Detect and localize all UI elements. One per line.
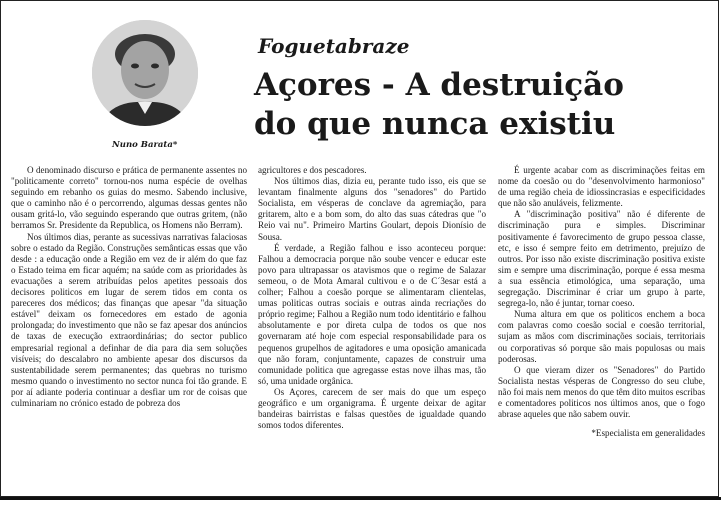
paragraph: O denominado discurso e prática de permanente assentes no "politicamente correto" tornou-nos numa espécie de ovelhas seguindo em rebanho os guias do mesmo. Sabendo inclusive, que o caminho não é o percorrendo, algumas dessas gentes não ousam gritá-lo, vão seguindo esperando que outras gritem, (não berramos Sr. Presidente da Republica, os Homens não Berram).: [11, 165, 247, 231]
article-column-1: [11, 165, 247, 409]
paragraph: É urgente acabar com as discriminações feitas em nome da coesão ou do "desenvolvimento harmonioso" de uma região cheia de idiossincrasias e especificidades que não são anuláveis, felizmente.: [498, 165, 705, 209]
article-column-2: [258, 165, 486, 431]
paragraph: Nos últimos dias, dizia eu, perante tudo isso, eis que se levantam finalmente alguns dos "senadores" do Partido Socialista, em vésperas de conclave da agremiação, para gritarem, alto e a bom som, do alto das suas cátedras que "o Reio vai nu". Primeiro Martins Goulart, depois Dionísio de Sousa.: [258, 176, 486, 242]
author-footnote: *Especialista em generalidades: [591, 428, 705, 439]
headline-line-2: do que nunca existiu: [254, 106, 616, 142]
article-column-3: [498, 165, 705, 439]
paragraph: Nos últimos dias, perante as sucessivas narrativas falaciosas sobre o estado da Região. Construções semânticas essas que vão desde : a educação onde a Região em vez de ir além do que faz o Estado teima em ficar aquém; na saúde com as prioridades às evacuações a serem atribuídas pelos apetites pessoais dos decisores politicos em lugar de serem tidos em conta os pareceres dos médicos; das finanças que apesar "da situação estável" deixam os fornecedores em estado de agonia prolongada; do investimento que não se faz apesar dos anúncios de taxas de execução extraordinárias; do sector publico empresarial regional a definhar de dia para dia sem soluções visíveis; do descalabro no ambiente apesar dos discursos da sustentabilidade serem permanentes; das quebras no turismo mesmo quando o investimento no sector nunca foi tão grande. E por aí adiante poderia continuar a desfiar um ror de coisas que culminariam no crónico estado de pobreza dos: [11, 231, 247, 408]
paragraph: Numa altura em que os politicos enchem a boca com palavras como coesão social e coesão territorial, sujam as mãos com discriminações sociais, territoriais ou corporativas só porque são mais populosas ou mais poderosas.: [498, 309, 705, 364]
author-caption: Nuno Barata*: [112, 140, 178, 150]
paragraph: agricultores e dos pescadores.: [258, 165, 367, 175]
headline: [254, 66, 624, 144]
author-photo: [92, 20, 198, 126]
headline-line-1: Açores - A destruição: [254, 67, 624, 103]
paragraph: O que vieram dizer os "Senadores" do Partido Socialista nestas vésperas de Congresso do seu clube, não foi mais nem menos do que têm dito muitos escribas e comentadores politicos nos últimos anos, que o fogo abrase aqueles que não sabem ouvir.: [498, 364, 705, 420]
paragraph: A "discriminação positiva" não é diferente de discriminação pura e simples. Discriminar positivamente é favorecimento de grupo pessoa classe, etc, e isso é sempre feito em detrimento, prejuízo de outros. Por isso não existe discriminação positiva existe sim e sempre uma discriminação, porque é essa mesma a sua essência etimológica, uma separação, uma segregação. Discriminar é criar um grupo à parte, segrega-lo, não é juntar, tornar coeso.: [498, 209, 705, 309]
bottom-rule: [0, 497, 721, 500]
paragraph: É verdade, a Região falhou e isso aconteceu porque: Falhou a democracia porque não soube vencer e educar este povo para ultrapassar os atavismos que o regime de Salazar semeou, o de Mota Amaral cultivou e o de C´3esar está a colher; Falhou a coesão porque se alimentaram clientelas, umas politicas outras sociais e outras ainda recriações do próprio regime; Falhou a Região num todo identitário e falhou absolutamente e por direta culpa de todos os que nos governaram até hoje com especial responsabilidade para os pequenos grupelhos de agitadores e uma oposição amanicada que não foram, conjuntamente, capazes de construir uma comunidade politica que agregasse estas nove ilhas mas, tão só, uma unidade orgânica.: [258, 242, 486, 386]
paragraph: Os Açores, carecem de ser mais do que um espeço geográfico e um organigrama. É urgente deixar de agitar bandeiras bairristas e falsas questões de igualdade quando somos todos diferentes.: [258, 386, 486, 431]
section-title: Foguetabraze: [258, 34, 410, 58]
